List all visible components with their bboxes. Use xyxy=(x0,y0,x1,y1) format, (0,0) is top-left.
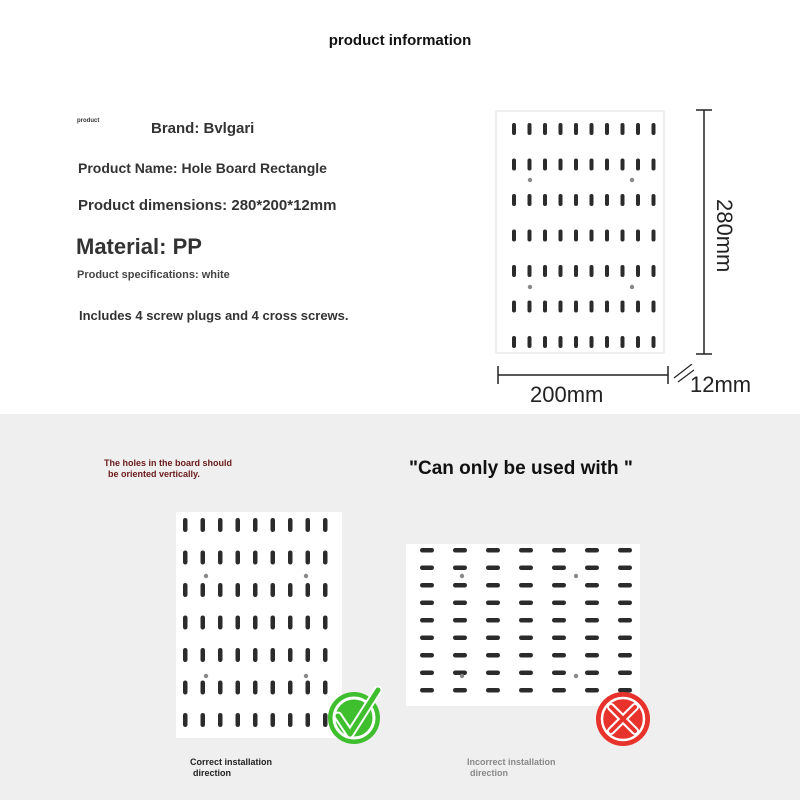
hole-slot xyxy=(618,566,632,571)
hole-slot xyxy=(420,548,434,553)
hole-slot xyxy=(621,194,625,206)
hole-slot xyxy=(519,548,533,553)
hole-slot xyxy=(306,616,311,630)
hole-slot xyxy=(218,713,223,727)
incorrect-board xyxy=(406,544,640,706)
hole-slot xyxy=(605,123,609,135)
hole-slot xyxy=(652,336,656,348)
hole-slot xyxy=(636,301,640,313)
hole-slot xyxy=(590,230,594,242)
hole-slot xyxy=(512,194,516,206)
hole-slot xyxy=(486,688,500,693)
product-name-text: Product Name: Hole Board Rectangle xyxy=(78,160,327,176)
hole-slot xyxy=(288,616,293,630)
hole-slot xyxy=(636,123,640,135)
hole-slot xyxy=(253,648,258,662)
hole-slot xyxy=(605,159,609,171)
hole-slot xyxy=(236,648,241,662)
hole-slot xyxy=(253,616,258,630)
hole-slot xyxy=(288,713,293,727)
hole-slot xyxy=(652,123,656,135)
hole-slot xyxy=(453,636,467,641)
hole-slot xyxy=(543,159,547,171)
hole-slot xyxy=(574,336,578,348)
hole-slot xyxy=(201,518,206,532)
screw-hole xyxy=(528,285,532,289)
hole-slot xyxy=(621,301,625,313)
pegboard-diagram xyxy=(490,105,690,390)
hole-slot xyxy=(183,583,188,597)
hole-slot xyxy=(543,194,547,206)
screw-hole xyxy=(460,574,464,578)
hole-slot xyxy=(453,583,467,588)
hole-slot xyxy=(590,194,594,206)
hole-slot xyxy=(218,681,223,695)
hole-slot xyxy=(486,671,500,676)
hole-slot xyxy=(618,583,632,588)
brand-text: Brand: Bvlgari xyxy=(151,120,255,137)
hole-slot xyxy=(519,618,533,623)
hole-slot xyxy=(636,265,640,277)
hole-slot xyxy=(618,618,632,623)
hole-slot xyxy=(618,636,632,641)
hole-slot xyxy=(512,159,516,171)
screw-hole xyxy=(574,674,578,678)
hole-slot xyxy=(552,601,566,606)
hole-slot xyxy=(652,159,656,171)
product-dimensions-text: Product dimensions: 280*200*12mm xyxy=(78,197,337,214)
hole-slot xyxy=(420,636,434,641)
hole-slot xyxy=(590,159,594,171)
hole-slot xyxy=(543,336,547,348)
hole-slot xyxy=(306,681,311,695)
hole-slot xyxy=(486,653,500,658)
page-title: product information xyxy=(328,32,472,49)
hole-slot xyxy=(605,301,609,313)
hole-slot xyxy=(574,123,578,135)
small-product-label: product xyxy=(77,118,100,124)
hole-slot xyxy=(552,566,566,571)
hole-slot xyxy=(323,583,328,597)
hole-slot xyxy=(512,123,516,135)
material-text: Material: PP xyxy=(76,234,202,259)
hole-slot xyxy=(323,616,328,630)
height-label: 280mm xyxy=(712,199,737,273)
hole-slot xyxy=(618,671,632,676)
hole-slot xyxy=(559,265,563,277)
hole-slot xyxy=(253,518,258,532)
hole-slot xyxy=(559,194,563,206)
hole-slot xyxy=(323,518,328,532)
hole-slot xyxy=(420,671,434,676)
hole-slot xyxy=(618,653,632,658)
hole-slot xyxy=(253,713,258,727)
usage-heading: "Can only be used with " xyxy=(409,458,633,479)
hole-slot xyxy=(605,230,609,242)
hole-slot xyxy=(218,583,223,597)
hole-slot xyxy=(486,566,500,571)
hole-slot xyxy=(559,336,563,348)
hole-slot xyxy=(201,616,206,630)
hole-slot xyxy=(519,653,533,658)
hole-slot xyxy=(236,616,241,630)
hole-slot xyxy=(486,618,500,623)
hole-slot xyxy=(420,601,434,606)
correct-board xyxy=(176,512,342,738)
hole-slot xyxy=(201,713,206,727)
hole-slot xyxy=(519,601,533,606)
hole-slot xyxy=(271,713,276,727)
hole-slot xyxy=(253,583,258,597)
hole-slot xyxy=(519,688,533,693)
hole-slot xyxy=(201,648,206,662)
hole-slot xyxy=(183,518,188,532)
hole-slot xyxy=(552,548,566,553)
hole-slot xyxy=(574,230,578,242)
hole-slot xyxy=(585,566,599,571)
hole-slot xyxy=(636,194,640,206)
hole-slot xyxy=(552,688,566,693)
hole-slot xyxy=(636,336,640,348)
hole-slot xyxy=(271,648,276,662)
hole-slot xyxy=(621,265,625,277)
hole-slot xyxy=(590,336,594,348)
hole-slot xyxy=(636,230,640,242)
hole-slot xyxy=(288,648,293,662)
hole-slot xyxy=(552,583,566,588)
hole-slot xyxy=(218,648,223,662)
hole-slot xyxy=(559,123,563,135)
includes-text: Includes 4 screw plugs and 4 cross screws. xyxy=(79,308,349,323)
hole-slot xyxy=(201,681,206,695)
hole-slot xyxy=(618,548,632,553)
hole-slot xyxy=(271,551,276,565)
hole-slot xyxy=(453,671,467,676)
hole-slot xyxy=(590,123,594,135)
screw-hole xyxy=(304,674,308,678)
hole-slot xyxy=(453,566,467,571)
screw-hole xyxy=(630,285,634,289)
hole-slot xyxy=(585,601,599,606)
hole-slot xyxy=(552,653,566,658)
hole-slot xyxy=(519,566,533,571)
screw-hole xyxy=(528,178,532,182)
hole-slot xyxy=(512,230,516,242)
hole-slot xyxy=(585,548,599,553)
hole-slot xyxy=(552,671,566,676)
hole-slot xyxy=(574,159,578,171)
hole-slot xyxy=(652,230,656,242)
hole-slot xyxy=(590,301,594,313)
hole-slot xyxy=(590,265,594,277)
hole-slot xyxy=(218,616,223,630)
hole-slot xyxy=(453,548,467,553)
screw-hole xyxy=(204,574,208,578)
hole-slot xyxy=(585,636,599,641)
hole-slot xyxy=(183,551,188,565)
hole-slot xyxy=(183,648,188,662)
hole-slot xyxy=(183,616,188,630)
hole-slot xyxy=(528,336,532,348)
hole-slot xyxy=(453,653,467,658)
hole-slot xyxy=(306,583,311,597)
hole-slot xyxy=(236,583,241,597)
hole-slot xyxy=(528,265,532,277)
hole-slot xyxy=(271,616,276,630)
hole-slot xyxy=(528,301,532,313)
width-label: 200mm xyxy=(530,382,604,407)
hole-slot xyxy=(621,159,625,171)
hole-slot xyxy=(453,688,467,693)
hole-slot xyxy=(519,583,533,588)
hole-slot xyxy=(528,159,532,171)
hole-slot xyxy=(236,713,241,727)
hole-slot xyxy=(253,681,258,695)
hole-slot xyxy=(528,230,532,242)
hole-slot xyxy=(486,583,500,588)
hole-slot xyxy=(559,301,563,313)
hole-slot xyxy=(585,653,599,658)
screw-hole xyxy=(460,674,464,678)
hole-slot xyxy=(652,265,656,277)
hole-slot xyxy=(552,636,566,641)
hole-slot xyxy=(585,583,599,588)
hole-slot xyxy=(218,551,223,565)
hole-slot xyxy=(218,518,223,532)
hole-slot xyxy=(621,123,625,135)
hole-slot xyxy=(271,583,276,597)
hole-slot xyxy=(486,548,500,553)
hole-slot xyxy=(288,518,293,532)
specifications-text: Product specifications: white xyxy=(77,269,230,281)
hole-slot xyxy=(636,159,640,171)
hole-slot xyxy=(605,265,609,277)
hole-slot xyxy=(543,123,547,135)
hole-slot xyxy=(528,194,532,206)
hole-slot xyxy=(605,194,609,206)
hole-slot xyxy=(323,648,328,662)
hole-slot xyxy=(618,601,632,606)
thickness-label: 12mm xyxy=(690,372,752,397)
hole-slot xyxy=(201,551,206,565)
orientation-note: The holes in the board should be oriented vertically. xyxy=(104,458,233,479)
screw-hole xyxy=(574,574,578,578)
hole-slot xyxy=(306,648,311,662)
hole-slot xyxy=(453,601,467,606)
correct-caption: Correct installation direction xyxy=(190,757,273,778)
hole-slot xyxy=(621,336,625,348)
hole-slot xyxy=(486,601,500,606)
hole-slot xyxy=(306,713,311,727)
hole-slot xyxy=(271,518,276,532)
hole-slot xyxy=(519,636,533,641)
hole-slot xyxy=(306,551,311,565)
hole-slot xyxy=(183,713,188,727)
hole-slot xyxy=(512,265,516,277)
hole-slot xyxy=(253,551,258,565)
hole-slot xyxy=(420,688,434,693)
hole-slot xyxy=(559,159,563,171)
hole-slot xyxy=(585,618,599,623)
hole-slot xyxy=(420,653,434,658)
hole-slot xyxy=(559,230,563,242)
hole-slot xyxy=(486,636,500,641)
hole-slot xyxy=(236,518,241,532)
hole-slot xyxy=(621,230,625,242)
incorrect-caption: Incorrect installation direction xyxy=(467,757,556,778)
screw-hole xyxy=(630,178,634,182)
hole-slot xyxy=(519,671,533,676)
hole-slot xyxy=(574,265,578,277)
hole-slot xyxy=(543,265,547,277)
hole-slot xyxy=(512,301,516,313)
hole-slot xyxy=(271,681,276,695)
hole-slot xyxy=(236,551,241,565)
hole-slot xyxy=(528,123,532,135)
hole-slot xyxy=(420,566,434,571)
hole-slot xyxy=(574,301,578,313)
hole-slot xyxy=(453,618,467,623)
hole-slot xyxy=(183,681,188,695)
hole-slot xyxy=(585,671,599,676)
hole-slot xyxy=(201,583,206,597)
screw-hole xyxy=(204,674,208,678)
cross-icon xyxy=(594,690,652,748)
hole-slot xyxy=(288,583,293,597)
screw-hole xyxy=(304,574,308,578)
hole-slot xyxy=(543,230,547,242)
hole-slot xyxy=(512,336,516,348)
hole-slot xyxy=(420,618,434,623)
hole-slot xyxy=(323,551,328,565)
hole-slot xyxy=(543,301,547,313)
check-icon xyxy=(324,686,386,748)
hole-slot xyxy=(288,681,293,695)
hole-slot xyxy=(420,583,434,588)
hole-slot xyxy=(605,336,609,348)
hole-slot xyxy=(306,518,311,532)
hole-slot xyxy=(574,194,578,206)
hole-slot xyxy=(652,194,656,206)
hole-slot xyxy=(288,551,293,565)
hole-slot xyxy=(652,301,656,313)
hole-slot xyxy=(552,618,566,623)
hole-slot xyxy=(236,681,241,695)
